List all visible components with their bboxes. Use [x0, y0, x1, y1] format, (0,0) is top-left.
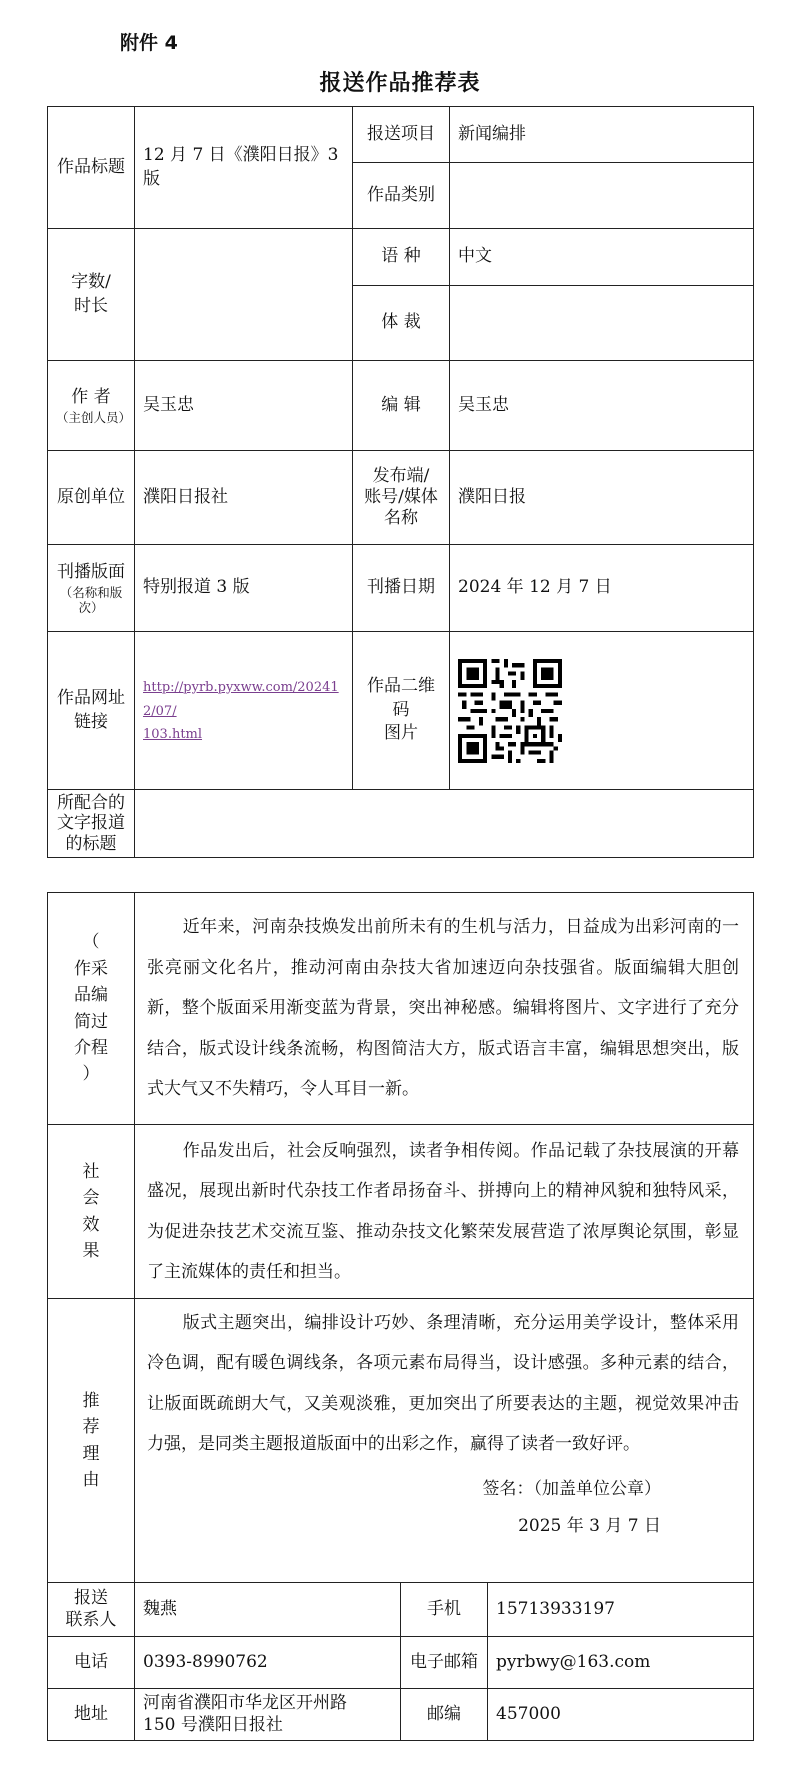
effect-label-l3: 果	[82, 1240, 100, 1261]
signature-line: 签名：（加盖单位公章）	[482, 1478, 662, 1499]
language-label: 语 种	[353, 229, 450, 286]
work-category-label: 作品类别	[353, 163, 450, 229]
word-count-label-line1: 字数/	[71, 271, 111, 292]
work-url-link-cont[interactable]: 103.html	[143, 727, 203, 743]
effect-text: 作品发出后，社会反响强烈，读者争相传阅。作品记载了杂技展演的开幕盛况，展现出新时代杂技工作者昂扬奋斗、拼搏向上的精神风貌和独特风采，为促进杂技艺术交流互鉴、推动杂技文化繁荣发展营造了浓厚舆论氛围，彰显了主流媒体的责任和担当。	[135, 1125, 754, 1299]
reason-label-l1: 荐	[82, 1417, 100, 1438]
work-title-value: 12 月 7 日《濮阳日报》3 版	[135, 107, 353, 229]
edition-sublabel: （名称和版次）	[59, 584, 123, 615]
effect-label-l2: 效	[82, 1214, 100, 1235]
word-count-label	[48, 229, 135, 361]
qr-label-line1: 作品二维码	[367, 675, 435, 720]
address-line1: 河南省濮阳市华龙区开州路	[143, 1693, 347, 1714]
reason-text: 版式主题突出，编排设计巧妙、条理清晰，充分运用美学设计，整体采用冷色调，配有暖色调线条，各项元素布局得当，设计感强。多种元素的结合，让版面既疏朗大气，又美观淡雅，更加突出了所要表达的主题，视觉效果冲击力强，是同类主题报道版面中的出彩之作，赢得了读者一致好评。	[147, 1313, 740, 1455]
qr-label-line2: 图片	[384, 723, 418, 744]
postcode-label: 邮编	[401, 1689, 488, 1741]
qr-cell	[450, 632, 754, 790]
reason-label-l0: 推	[82, 1390, 100, 1411]
submit-item-value: 新闻编排	[450, 107, 754, 163]
process-label-l3: 简过	[74, 1011, 108, 1032]
url-label	[48, 632, 135, 790]
process-label-l0: （	[82, 932, 100, 953]
word-count-label-line2: 时长	[74, 295, 108, 316]
author-label-main: 作 者	[71, 387, 111, 408]
url-value	[135, 632, 353, 790]
effect-label-l1: 会	[82, 1188, 100, 1209]
publish-channel-label-line1: 发布端/	[372, 465, 430, 486]
effect-label	[48, 1125, 135, 1299]
origin-unit-label: 原创单位	[48, 451, 135, 545]
related-label-line3: 的标题	[65, 833, 117, 854]
reason-label-l2: 理	[82, 1443, 100, 1464]
publish-channel-label	[353, 451, 450, 545]
publish-channel-value: 濮阳日报	[450, 451, 754, 545]
edition-label-main: 刊播版面	[57, 562, 125, 583]
reason-label-l3: 由	[82, 1469, 100, 1490]
attachment-label: 附件 4	[120, 32, 178, 54]
signature-date: 2025 年 3 月 7 日	[518, 1515, 662, 1536]
mobile-label: 手机	[401, 1583, 488, 1637]
reason-label	[48, 1299, 135, 1583]
phone-value: 0393-8990762	[135, 1637, 401, 1689]
process-label-l5: ）	[82, 1064, 100, 1085]
submit-item-label: 报送项目	[353, 107, 450, 163]
process-label-l1: 作采	[74, 958, 108, 979]
recommendation-table	[47, 892, 754, 1741]
process-label-l4: 介程	[74, 1037, 108, 1058]
editor-value: 吴玉忠	[450, 361, 754, 451]
author-label	[48, 361, 135, 451]
url-label-line1: 作品网址	[57, 687, 125, 708]
info-table	[47, 106, 754, 858]
process-label-l2: 品编	[74, 985, 108, 1006]
contact-value: 魏燕	[135, 1583, 401, 1637]
publish-channel-label-line2: 账号/媒体	[364, 486, 438, 507]
related-label-line2: 文字报道	[57, 813, 125, 834]
qr-code-icon[interactable]	[458, 659, 562, 763]
mobile-value: 15713933197	[488, 1583, 754, 1637]
url-label-line2: 链接	[74, 711, 108, 732]
author-value: 吴玉忠	[135, 361, 353, 451]
address-value	[135, 1689, 401, 1741]
edition-value: 特别报道 3 版	[135, 545, 353, 632]
process-text: 近年来，河南杂技焕发出前所未有的生机与活力，日益成为出彩河南的一张亮丽文化名片，推动河南由杂技大省加速迈向杂技强省。版面编辑大胆创新，整个版面采用渐变蓝为背景，突出神秘感。编辑将图片、文字进行了充分结合，版式设计线条流畅，构图简洁大方，版式语言丰富，编辑思想突出，版式大气又不失精巧，令人耳目一新。	[135, 893, 754, 1125]
qr-label	[353, 632, 450, 790]
edition-label	[48, 545, 135, 632]
publish-date-value: 2024 年 12 月 7 日	[450, 545, 754, 632]
language-value: 中文	[450, 229, 754, 286]
contact-label-line2: 联系人	[65, 1609, 117, 1630]
page-title: 报送作品推荐表	[319, 71, 481, 96]
origin-unit-value: 濮阳日报社	[135, 451, 353, 545]
work-url-link[interactable]: http://pyrb.pyxww.com/202412/07/	[143, 679, 339, 719]
word-count-value	[135, 229, 353, 361]
work-title-label: 作品标题	[48, 107, 135, 229]
effect-label-l0: 社	[82, 1161, 100, 1182]
process-label	[48, 893, 135, 1125]
postcode-value: 457000	[488, 1689, 754, 1741]
genre-label: 体 裁	[353, 286, 450, 361]
publish-date-label: 刊播日期	[353, 545, 450, 632]
contact-label-line1: 报送	[74, 1588, 108, 1609]
editor-label: 编 辑	[353, 361, 450, 451]
phone-label: 电话	[48, 1637, 135, 1689]
address-line2: 150 号濮阳日报社	[143, 1714, 283, 1735]
contact-label	[48, 1583, 135, 1637]
genre-value	[450, 286, 754, 361]
author-sublabel: （主创人员）	[56, 409, 132, 425]
publish-channel-label-line3: 名称	[384, 508, 418, 529]
related-label-line1: 所配合的	[57, 793, 125, 814]
related-label	[48, 790, 135, 858]
reason-cell	[135, 1299, 754, 1583]
email-label: 电子邮箱	[401, 1637, 488, 1689]
email-value: pyrbwy@163.com	[488, 1637, 754, 1689]
address-label: 地址	[48, 1689, 135, 1741]
work-category-value	[450, 163, 754, 229]
related-value	[135, 790, 754, 858]
